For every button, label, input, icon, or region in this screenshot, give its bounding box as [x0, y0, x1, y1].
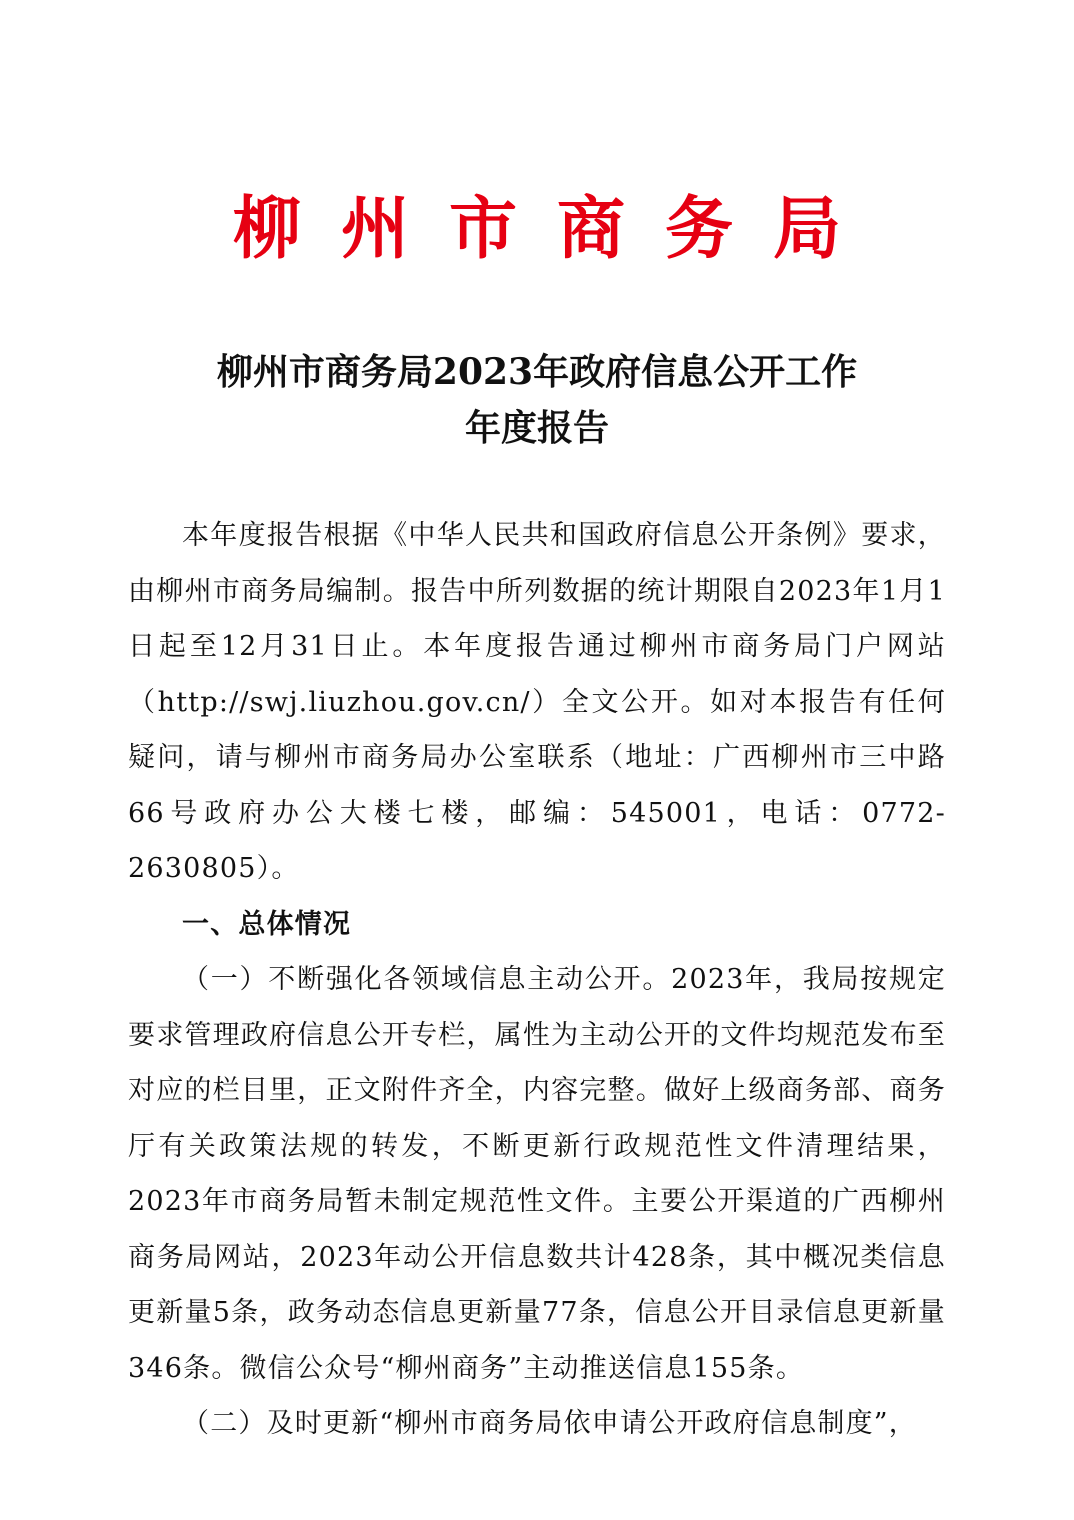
report-body [128, 508, 946, 1452]
report-title-line-2: 年度报告 [464, 407, 609, 449]
overview-paragraph-1: （一）不断强化各领域信息主动公开。2023年，我局按规定要求管理政府信息公开专栏，属性为主动公开的文件均规范发布至对应的栏目里，正文附件齐全，内容完整。做好上级商务部、商务厅有关政策法规的转发，不断更新行政规范性文件清理结果，2023年市商务局暂未制定规范性文件。主要公开渠道的广西柳州商务局网站，2023年动公开信息数共计428条，其中概况类信息更新量5条，政务动态信息更新量77条，信息公开目录信息更新量346条。微信公众号“柳州商务”主动推送信息155条。 [128, 964, 946, 1384]
section-heading-overview: 一、总体情况 [182, 908, 352, 940]
overview-paragraph-2: （二）及时更新“柳州市商务局依申请公开政府信息制度”， [182, 1408, 918, 1439]
org-letterhead: 柳州市商务局 [232, 190, 881, 269]
report-title-line-1: 柳州市商务局2023年政府信息公开工作 [216, 351, 858, 393]
intro-paragraph: 本年度报告根据《中华人民共和国政府信息公开条例》要求，由柳州市商务局编制。报告中所列数据的统计期限自2023年1月1日起至12月31日止。本年度报告通过柳州市商务局门户网站（http://swj.liuzhou.gov.cn/）全文公开。如对本报告有任何疑问，请与柳州市商务局办公室联系（地址：广西柳州市三中路66号政府办公大楼七楼，邮编：545001，电话：0772-2630805）。 [128, 520, 946, 884]
report-title [0, 344, 1074, 456]
